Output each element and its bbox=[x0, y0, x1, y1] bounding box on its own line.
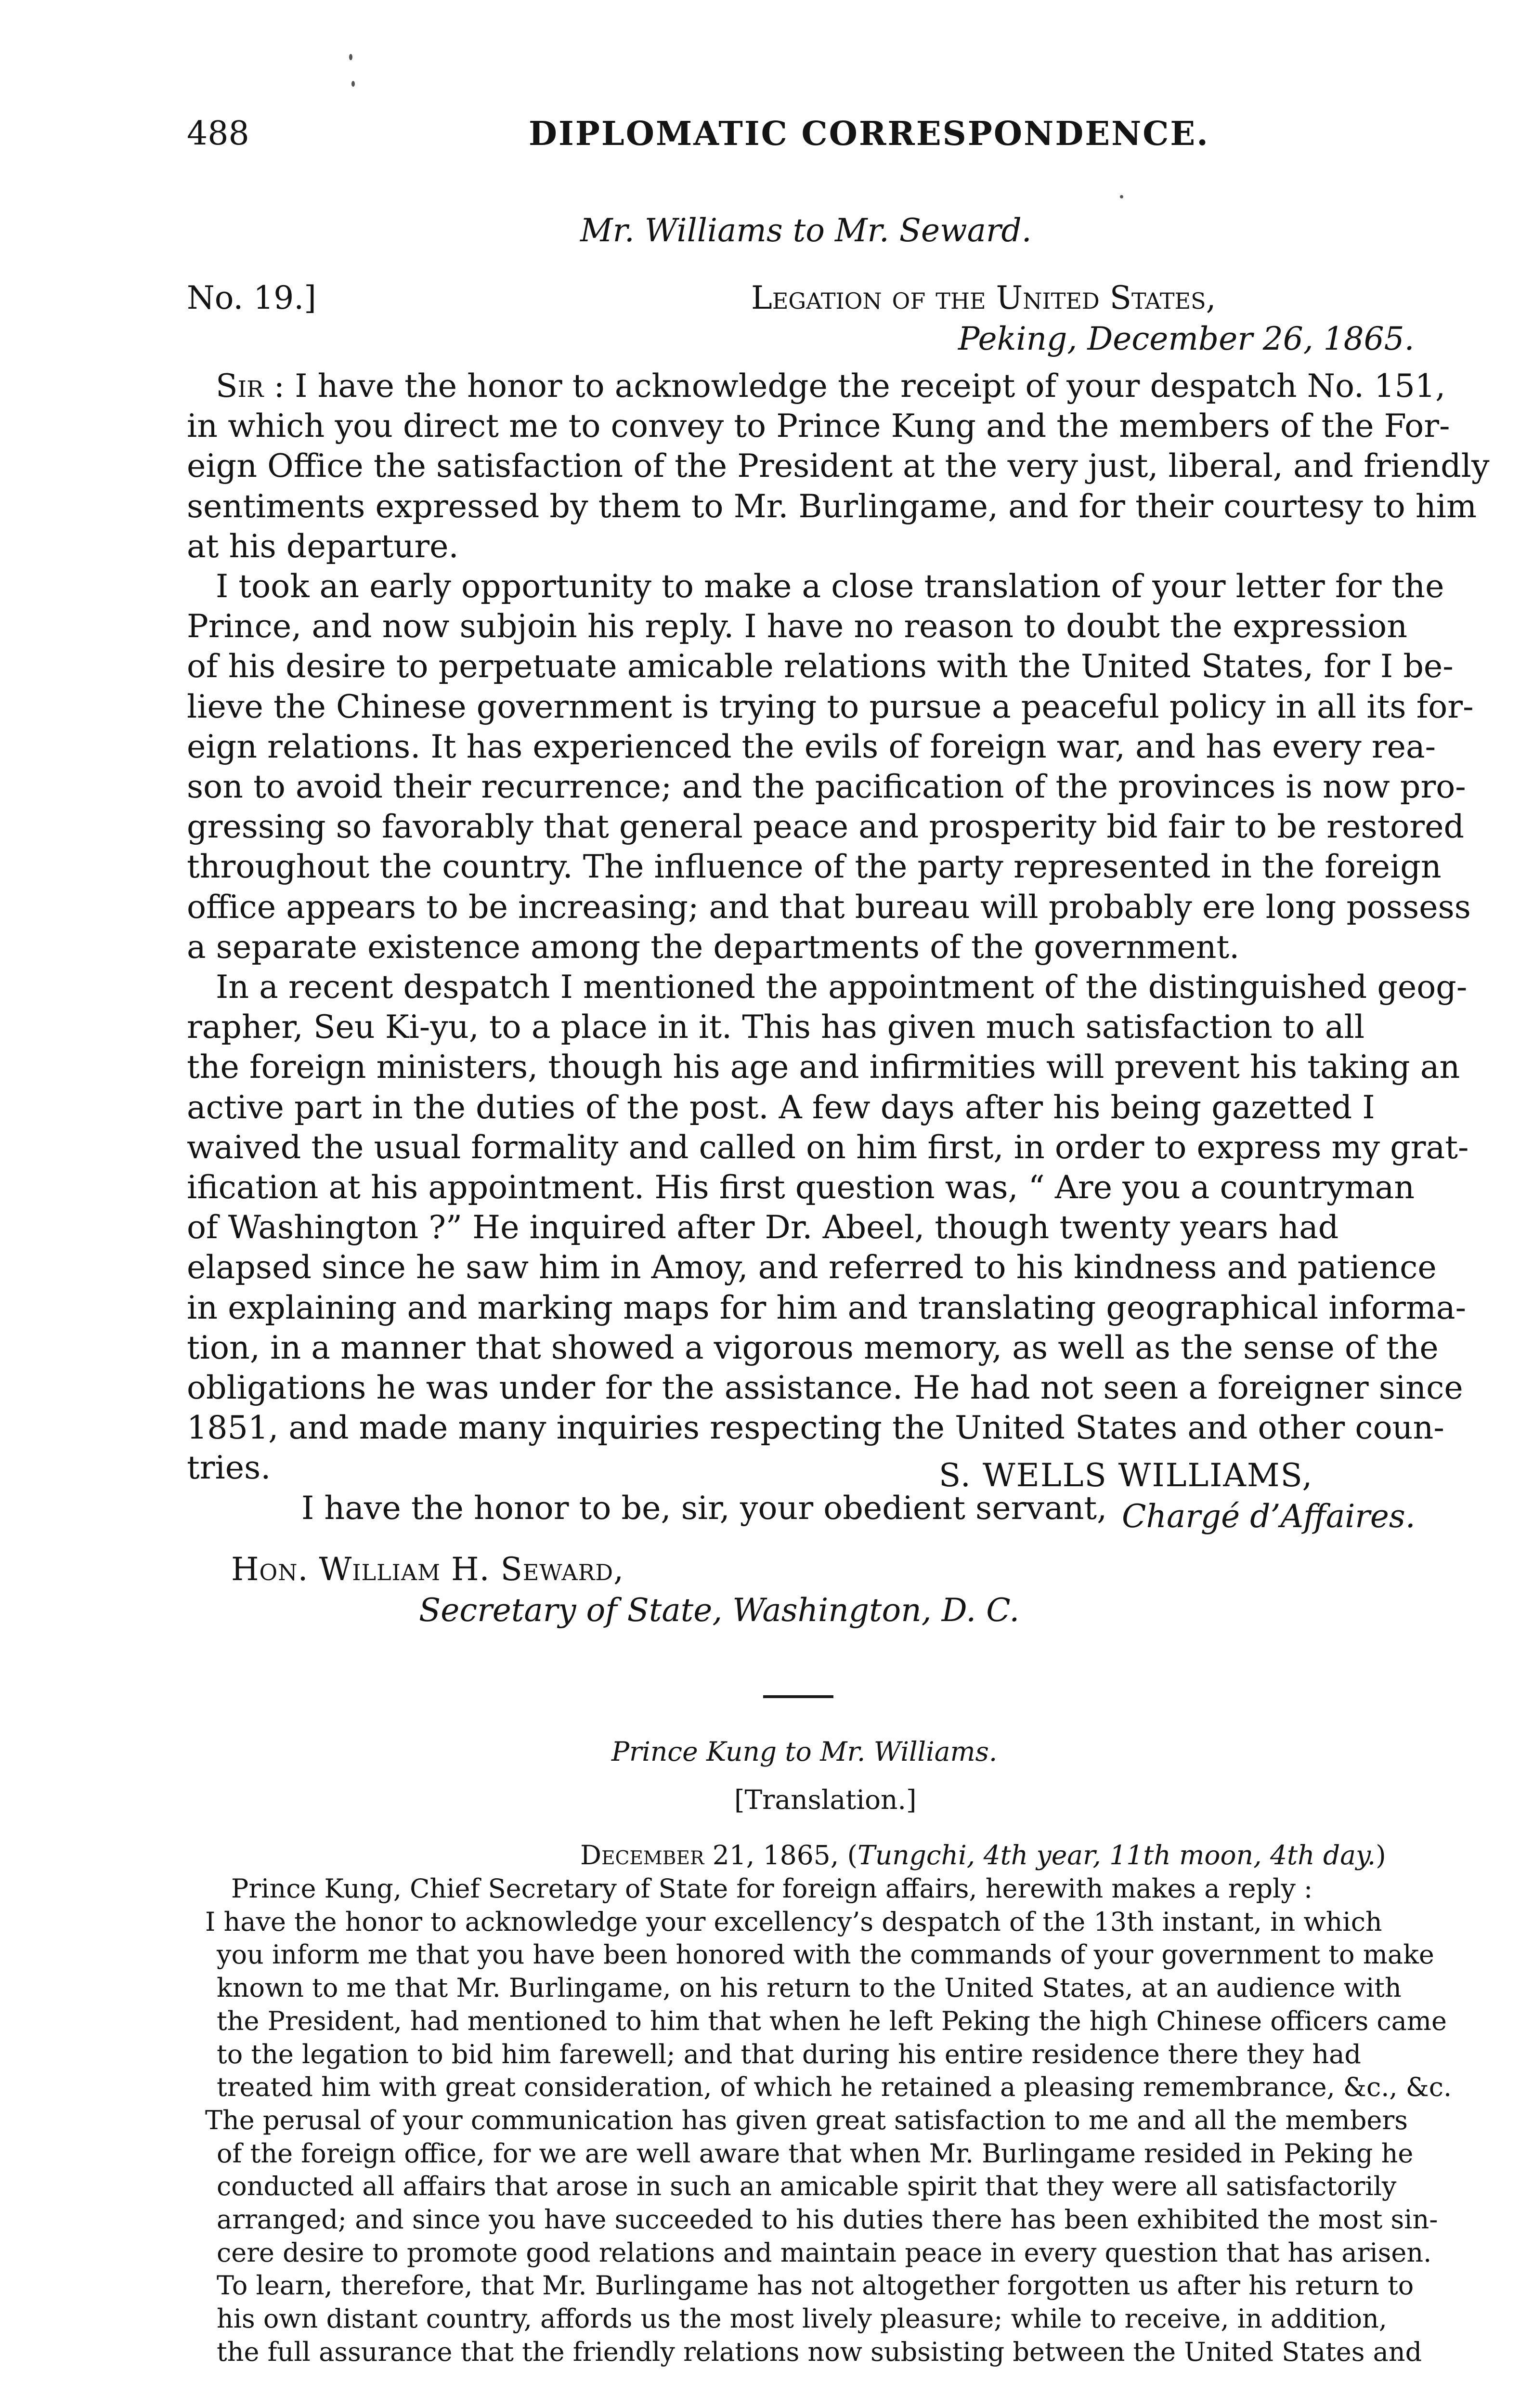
date-chinese: Tungchi, 4th year, 11th moon, 4th day. bbox=[857, 1840, 1376, 1871]
letter-heading: Mr. Williams to Mr. Seward. bbox=[580, 212, 1032, 249]
text-line: elapsed since he saw him in Amoy, and referred to his kindness and patience bbox=[187, 1248, 1437, 1286]
text-line: Prince, and now subjoin his reply. I have no reason to doubt the expression bbox=[187, 607, 1408, 645]
text-line: sentiments expressed by them to Mr. Burlingame, and for their courtesy to him bbox=[187, 487, 1477, 525]
recipient: Hon. William H. Seward, bbox=[231, 1551, 624, 1588]
text-line: office appears to be increasing; and that bureau will probably ere long possess bbox=[187, 888, 1471, 926]
legation-address: Legation of the United States, bbox=[751, 279, 1216, 316]
print-speck bbox=[351, 81, 355, 87]
text-line: arranged; and since you have succeeded to his duties there has been exhibited the most sin- bbox=[217, 2204, 1438, 2235]
text-line: rapher, Seu Ki-yu, to a place in it. This has given much satisfaction to all bbox=[187, 1008, 1365, 1046]
text-line: son to avoid their recurrence; and the pacification of the provinces is now pro- bbox=[187, 768, 1466, 806]
text-line: conducted all affairs that arose in such an amicable spirit that they were all satisfactorily bbox=[217, 2171, 1397, 2202]
text-line: I have the honor to acknowledge your excellency’s despatch of the 13th instant, in which bbox=[205, 1906, 1382, 1937]
text-line: of Washington ?” He inquired after Dr. Abeel, though twenty years had bbox=[187, 1208, 1339, 1246]
text-line: in explaining and marking maps for him and translating geographical informa- bbox=[187, 1288, 1467, 1326]
section-divider bbox=[763, 1695, 833, 1698]
text-line: obligations he was under for the assistance. He had not seen a foreigner since bbox=[187, 1369, 1463, 1407]
text-line: known to me that Mr. Burlingame, on his return to the United States, at an audience with bbox=[217, 1973, 1402, 2003]
text-line: active part in the duties of the post. A few days after his being gazetted I bbox=[187, 1088, 1375, 1126]
text-line: in which you direct me to convey to Prince Kung and the members of the For- bbox=[187, 407, 1450, 445]
date-close: ) bbox=[1376, 1840, 1386, 1871]
date-rest: 21, 1865, ( bbox=[704, 1840, 858, 1871]
text-line: the foreign ministers, though his age and infirmities will prevent his taking an bbox=[187, 1048, 1460, 1086]
reply-body bbox=[205, 1872, 1452, 2369]
text-line: eign relations. It has experienced the evils of foreign war, and has every rea- bbox=[187, 727, 1436, 765]
print-speck bbox=[1120, 195, 1123, 198]
translation-note: [Translation.] bbox=[734, 1784, 917, 1815]
signature-title: Chargé d’Affaires. bbox=[1122, 1498, 1416, 1535]
salutation: Sir bbox=[216, 367, 264, 405]
text-line: Prince Kung, Chief Secretary of State for foreign affairs, herewith makes a reply : bbox=[231, 1873, 1313, 1904]
text-line: I took an early opportunity to make a close translation of your letter for the bbox=[216, 567, 1444, 605]
text-line: throughout the country. The influence of the party represented in the foreign bbox=[187, 848, 1442, 886]
text-line: the President, had mentioned to him that when he left Peking the high Chinese officers came bbox=[217, 2005, 1447, 2036]
text-line: of his desire to perpetuate amicable relations with the United States, for I be- bbox=[187, 647, 1454, 685]
date-month: December bbox=[580, 1840, 704, 1871]
text-line: you inform me that you have been honored with the commands of your government to make bbox=[217, 1939, 1434, 1970]
text-line: In a recent despatch I mentioned the appointment of the distinguished geog- bbox=[216, 968, 1468, 1006]
text-line: waived the usual formality and called on him first, in order to express my grat- bbox=[187, 1128, 1469, 1166]
text-line: the full assurance that the friendly relations now subsisting between the United States and bbox=[217, 2336, 1422, 2367]
text-line: ification at his appointment. His first question was, “ Are you a countryman bbox=[187, 1168, 1415, 1206]
letter-dateline: Peking, December 26, 1865. bbox=[958, 320, 1415, 357]
print-speck bbox=[349, 54, 352, 60]
signature: S. WELLS WILLIAMS, bbox=[939, 1457, 1313, 1494]
text-line: treated him with great consideration, of which he retained a pleasing remembrance, &c., &c. bbox=[217, 2072, 1452, 2103]
text-line: The perusal of your communication has given great satisfaction to me and all the members bbox=[205, 2105, 1408, 2135]
recipient-title: Secretary of State, Washington, D. C. bbox=[419, 1592, 1020, 1629]
reply-heading: Prince Kung to Mr. Williams. bbox=[611, 1736, 998, 1767]
text-line: lieve the Chinese government is trying to pursue a peaceful policy in all its for- bbox=[187, 687, 1474, 725]
text-line: at his departure. bbox=[187, 527, 459, 565]
running-title: DIPLOMATIC CORRESPONDENCE. bbox=[529, 115, 1209, 153]
text-rest: : I have the honor to acknowledge the receipt of your despatch No. 151, bbox=[263, 367, 1446, 405]
text-line: cere desire to promote good relations and maintain peace in every question that has arisen. bbox=[217, 2237, 1432, 2268]
text-line: of the foreign office, for we are well aware that when Mr. Burlingame resided in Peking he bbox=[217, 2138, 1414, 2169]
text-line: To learn, therefore, that Mr. Burlingame has not altogether forgotten us after his return to bbox=[217, 2270, 1414, 2301]
text-line: 1851, and made many inquiries respecting the United States and other coun- bbox=[187, 1409, 1444, 1447]
running-head bbox=[187, 110, 1419, 168]
text-line: tion, in a manner that showed a vigorous memory, as well as the sense of the bbox=[187, 1328, 1439, 1366]
text-line: his own distant country, affords us the most lively pleasure; while to receive, in addition, bbox=[217, 2303, 1387, 2334]
text-line: tries. bbox=[187, 1449, 271, 1487]
closing-line: I have the honor to be, sir, your obedient servant, bbox=[301, 1489, 1107, 1527]
text-line: a separate existence among the departments of the government. bbox=[187, 928, 1240, 966]
page-number: 488 bbox=[187, 115, 249, 153]
despatch-number: No. 19.] bbox=[187, 279, 316, 316]
text-line: gressing so favorably that general peace and prosperity bid fair to be restored bbox=[187, 808, 1465, 846]
text-line: eign Office the satisfaction of the President at the very just, liberal, and friendly bbox=[187, 447, 1490, 485]
text-line: to the legation to bid him farewell; and that during his entire residence there they had bbox=[217, 2039, 1361, 2069]
reply-dateline bbox=[580, 1840, 1386, 1871]
text-line bbox=[187, 366, 1448, 406]
letter-body bbox=[187, 366, 1490, 1528]
